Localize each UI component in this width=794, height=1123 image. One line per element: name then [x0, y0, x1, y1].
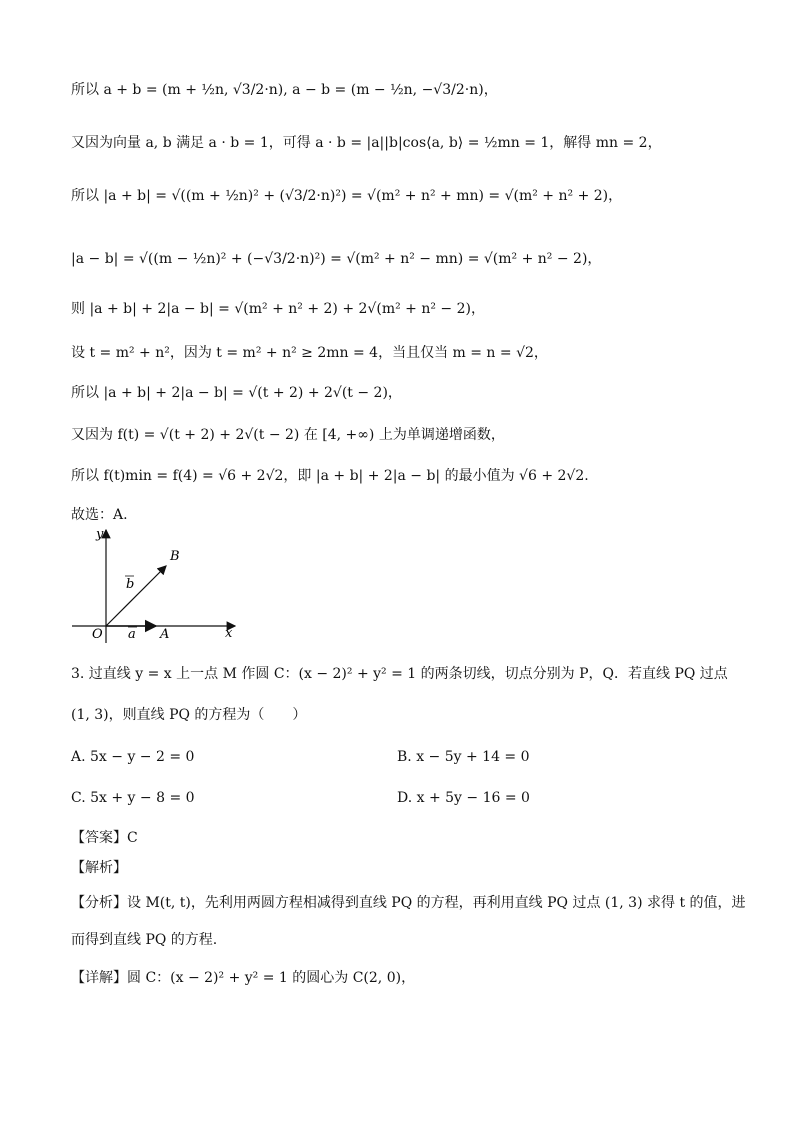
solution-line-2: 又因为向量 a, b 满足 a · b = 1，可得 a · b = |a||b|cos⟨a, b⟩ = ½mn = 1，解得 mn = 2，	[71, 135, 662, 151]
y-axis-label: y	[96, 528, 104, 542]
solution-line-6: 设 t = m² + n²，因为 t = m² + n² ≥ 2mn = 4，当且仅当 m = n = √2，	[71, 345, 548, 361]
vector-b-line	[106, 566, 166, 626]
solution-line-4: |a − b| = √((m − ½n)² + (−√3/2·n)²) = √(m² + n² − mn) = √(m² + n² − 2)，	[71, 251, 602, 267]
analysis-line-1: 【分析】设 M(t, t)，先利用两圆方程相减得到直线 PQ 的方程，再利用直线 PQ 过点 (1, 3) 求得 t 的值，进	[71, 895, 746, 911]
vector-a-label: a	[128, 627, 136, 642]
analysis-line-2: 而得到直线 PQ 的方程.	[71, 932, 218, 948]
vector-b-label: b	[126, 577, 135, 592]
option-b: B. x − 5y + 14 = 0	[397, 749, 530, 765]
question-line-2: (1, 3)，则直线 PQ 的方程为（ ）	[71, 707, 307, 723]
option-c: C. 5x + y − 8 = 0	[71, 790, 195, 806]
question-line-1: 3. 过直线 y = x 上一点 M 作圆 C：(x − 2)² + y² = 1 的两条切线，切点分别为 P，Q．若直线 PQ 过点	[71, 666, 728, 682]
solution-line-8: 又因为 f(t) = √(t + 2) + 2√(t − 2) 在 [4, +∞) 上为单调递增函数，	[71, 427, 505, 443]
option-d: D. x + 5y − 16 = 0	[397, 790, 530, 806]
vector-figure	[70, 528, 240, 648]
x-axis-label: x	[225, 626, 233, 641]
option-a: A. 5x − y − 2 = 0	[71, 749, 195, 765]
solution-line-10: 故选：A.	[71, 507, 128, 523]
detail-line: 【详解】圆 C：(x − 2)² + y² = 1 的圆心为 C(2, 0)，	[71, 970, 416, 986]
solution-line-7: 所以 |a + b| + 2|a − b| = √(t + 2) + 2√(t − 2)，	[71, 385, 402, 401]
solution-line-9: 所以 f(t)min = f(4) = √6 + 2√2，即 |a + b| + 2|a − b| 的最小值为 √6 + 2√2.	[71, 468, 589, 484]
point-b-label: B	[170, 549, 180, 564]
solution-line-3: 所以 |a + b| = √((m + ½n)² + (√3/2·n)²) = √(m² + n² + mn) = √(m² + n² + 2)，	[71, 188, 623, 204]
point-a-label: A	[160, 627, 170, 642]
answer-line: 【答案】C	[71, 830, 138, 846]
solution-line-1: 所以 a + b = (m + ½n, √3/2·n), a − b = (m − ½n, −√3/2·n)，	[71, 82, 498, 98]
solution-line-5: 则 |a + b| + 2|a − b| = √(m² + n² + 2) + 2√(m² + n² − 2)，	[71, 301, 485, 317]
analysis-heading: 【解析】	[71, 860, 127, 876]
origin-label: O	[92, 627, 103, 642]
